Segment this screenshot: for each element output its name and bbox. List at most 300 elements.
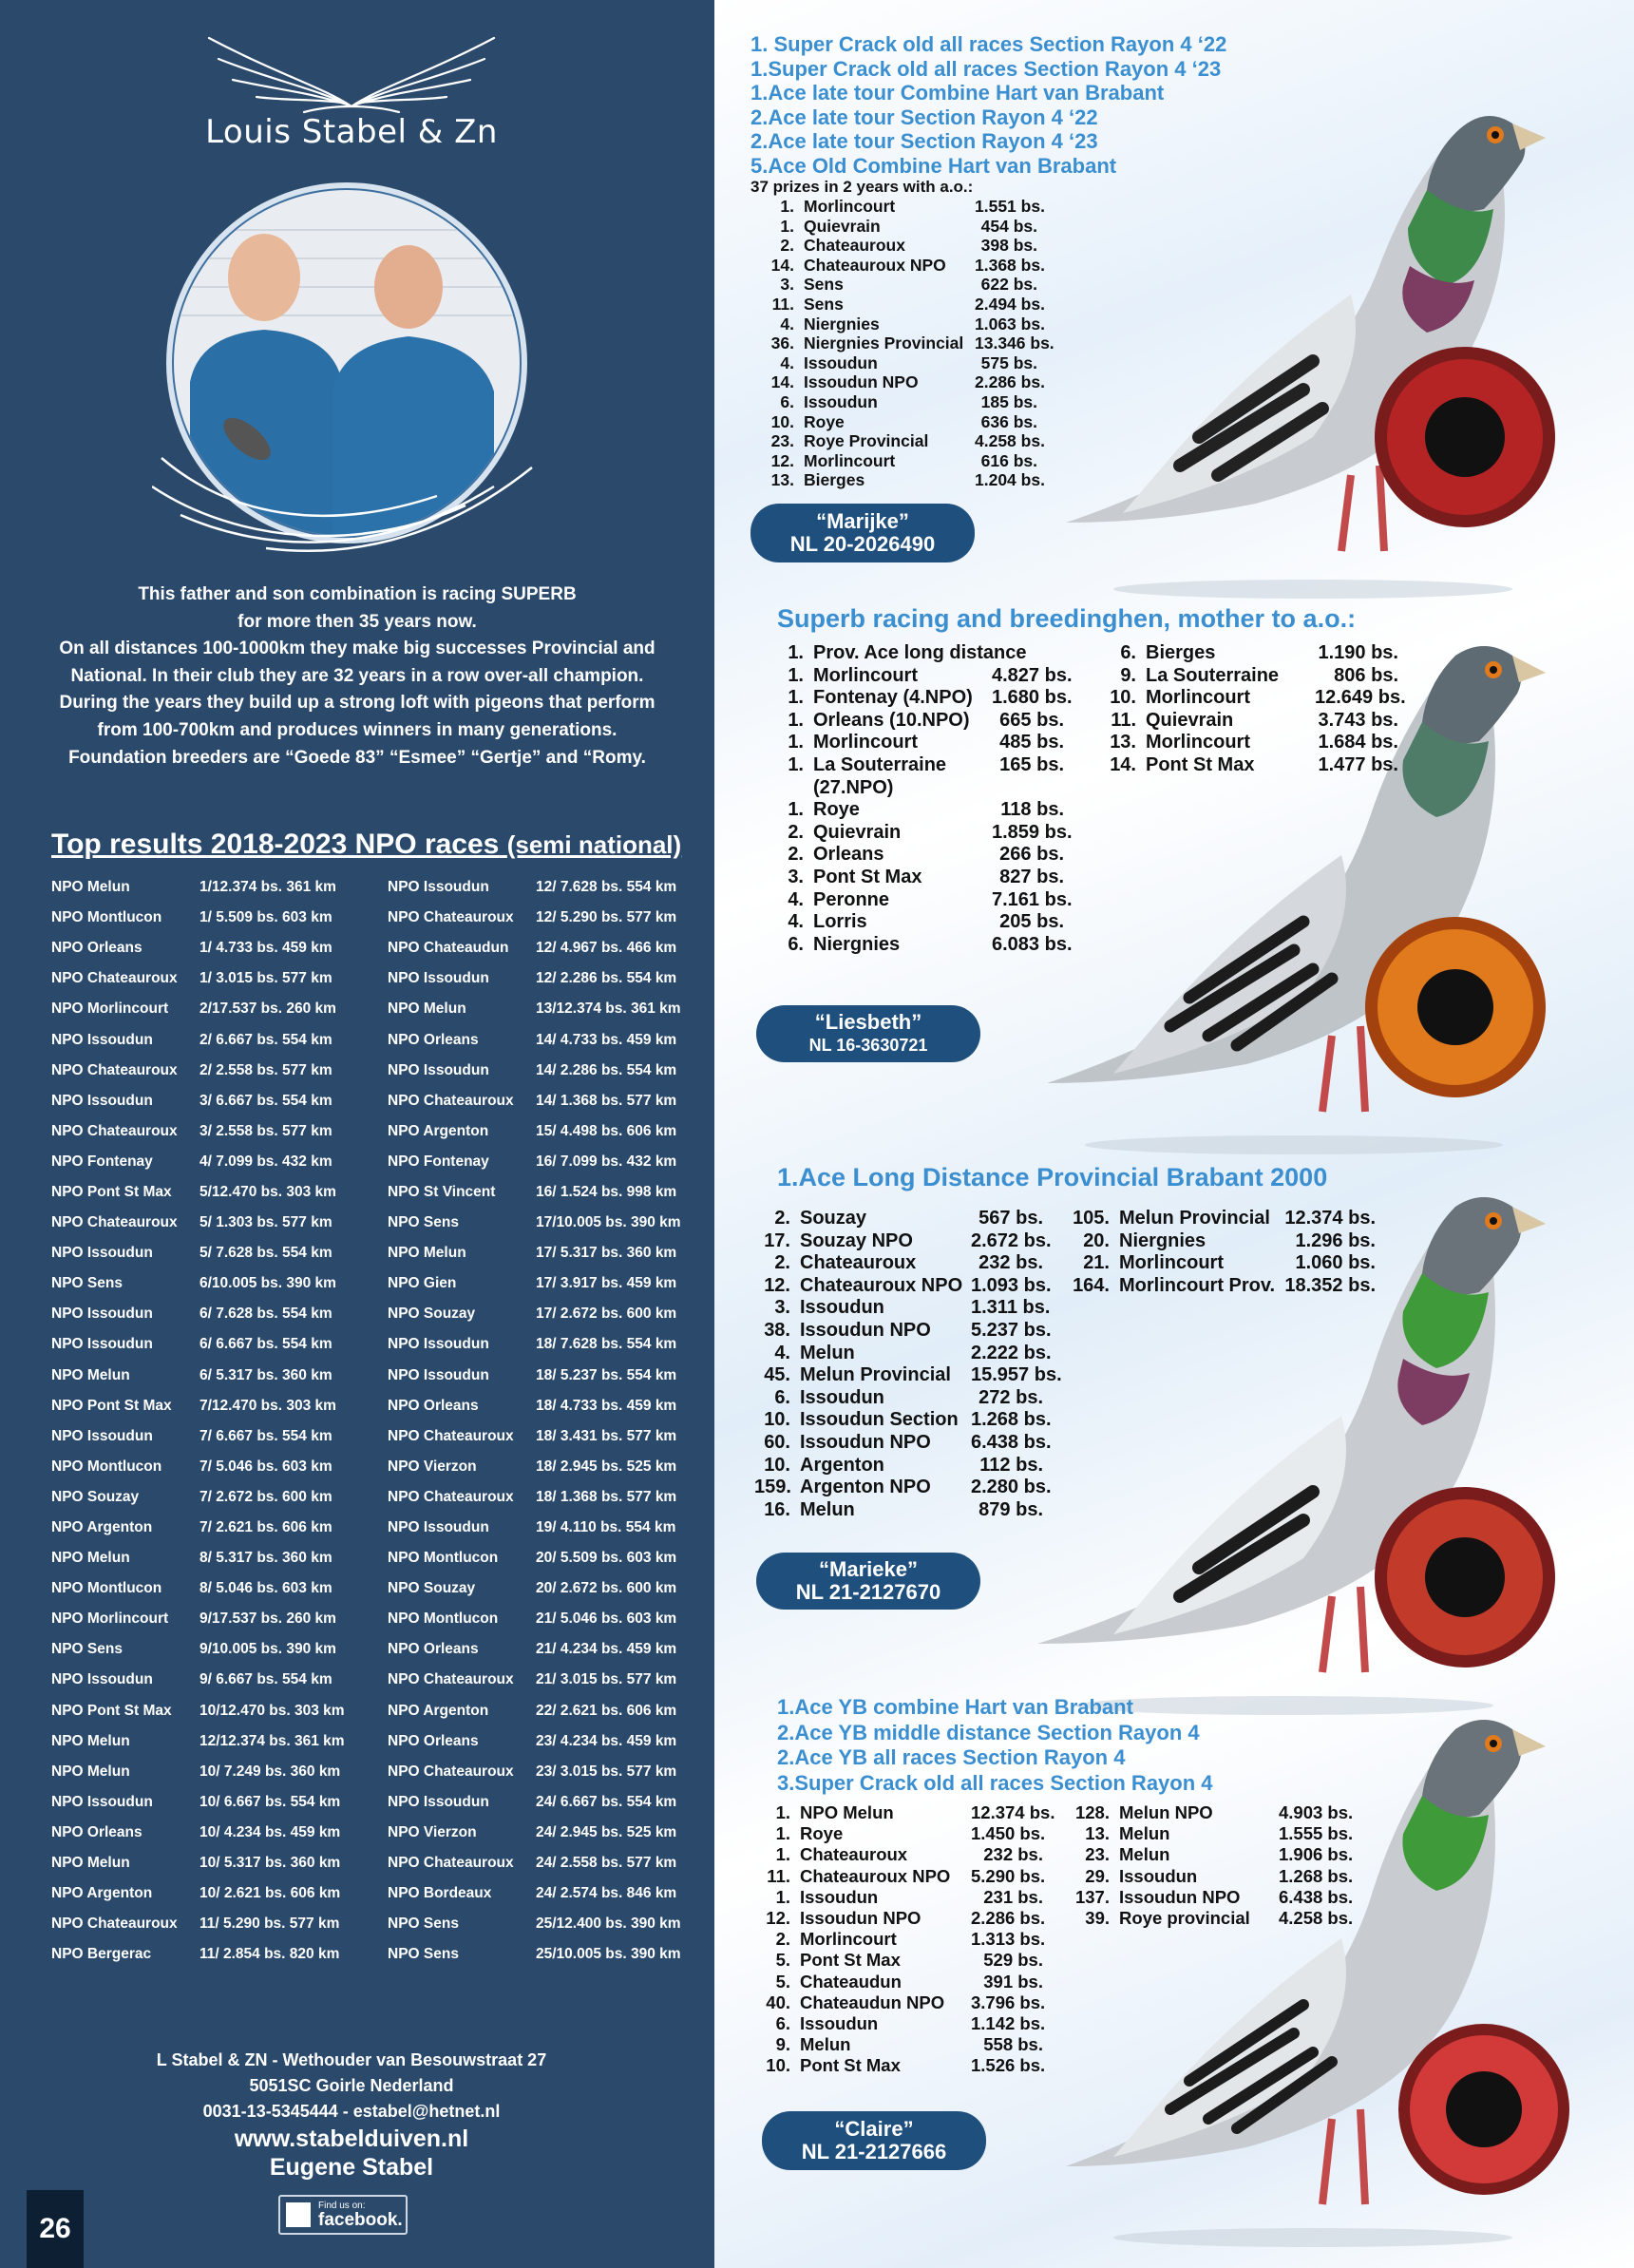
race-result: 12/ 4.967 bs. 466 km: [536, 940, 677, 957]
prize-rank: 1.: [788, 709, 804, 731]
prize-row: [754, 2034, 1043, 2055]
prize-race: NPO Melun: [800, 1802, 894, 1822]
prize-rank: 13.: [770, 470, 794, 490]
prize-birds: 1.063 bs.: [975, 314, 1045, 334]
prize-birds: 118 bs.: [1000, 799, 1064, 821]
prize-race: Fontenay (4.NPO): [813, 687, 973, 709]
race-name: NPO Issoudun: [51, 1245, 153, 1262]
prize-rank: 1.: [788, 687, 804, 709]
results-row: [51, 903, 697, 933]
prize-birds: 827 bs.: [999, 866, 1064, 887]
prize-row: [1066, 1866, 1353, 1887]
prize-row: [754, 1342, 1052, 1365]
liesbeth-prize-list-1: [777, 642, 1073, 956]
prize-birds: 1.555 bs.: [1279, 1823, 1354, 1844]
prize-row: [777, 664, 1073, 688]
prize-birds: 1.268 bs.: [1279, 1865, 1354, 1886]
race-name: NPO Pont St Max: [51, 1397, 172, 1414]
prize-race: Souzay: [800, 1208, 867, 1229]
prize-row: [1089, 665, 1398, 688]
race-result: 10/ 5.317 bs. 360 km: [200, 1855, 341, 1872]
prize-row: [777, 754, 1064, 777]
ring-number: NL 16-3630721: [808, 1036, 928, 1055]
prize-row: [754, 1208, 1043, 1230]
race-result: 24/ 2.558 bs. 577 km: [536, 1855, 677, 1872]
race-name: NPO Montlucon: [388, 1610, 499, 1628]
prize-row: [754, 1319, 1052, 1343]
race-result: 23/ 3.015 bs. 577 km: [536, 1763, 677, 1780]
prize-row: [750, 470, 1045, 490]
prize-row: [754, 1499, 1043, 1522]
prize-race: Prov. Ace long distance: [813, 642, 1027, 663]
prize-rank: 1.: [775, 1844, 790, 1865]
prize-row: [754, 1844, 1043, 1865]
prize-birds: 529 bs.: [983, 1950, 1043, 1971]
race-result: 21/ 4.234 bs. 459 km: [536, 1641, 677, 1658]
race-result: 7/ 5.046 bs. 603 km: [200, 1458, 332, 1475]
pigeon-name: “Liesbeth”: [814, 1010, 922, 1034]
race-result: 3/ 6.667 bs. 554 km: [200, 1092, 332, 1109]
prize-birds: 3.796 bs.: [971, 1992, 1046, 2012]
prize-race: Morlincourt: [800, 1929, 897, 1950]
prize-race: Melun Provincial: [800, 1364, 951, 1386]
prize-row: [754, 1252, 1043, 1275]
prize-row: [754, 1972, 1043, 1992]
prize-birds: 1.450 bs.: [971, 1823, 1046, 1844]
race-result: 16/ 7.099 bs. 432 km: [536, 1153, 677, 1170]
prize-birds: 1.190 bs.: [1318, 642, 1398, 663]
prize-rank: 16.: [764, 1498, 790, 1520]
prize-race: Orleans: [813, 844, 884, 866]
prize-note: 37 prizes in 2 years with a.o.:: [750, 178, 974, 196]
prize-row: [1066, 1208, 1376, 1230]
prize-row: [1066, 1252, 1376, 1275]
race-name: NPO Fontenay: [51, 1153, 153, 1170]
race-name: NPO Issoudun: [388, 1793, 489, 1810]
prize-rank: 2.: [788, 821, 804, 843]
prize-row: [777, 911, 1064, 934]
prize-row: [1089, 754, 1398, 777]
results-row: [51, 1634, 697, 1665]
race-name: NPO Gien: [388, 1275, 457, 1292]
prize-rank: 128.: [1074, 1802, 1110, 1822]
race-name: NPO Issoudun: [388, 1366, 489, 1383]
race-result: 2/ 2.558 bs. 577 km: [200, 1061, 332, 1078]
prize-race: Chateauroux NPO: [804, 255, 946, 275]
claire-prize-list-2: [1066, 1802, 1353, 1929]
prize-birds: 1.859 bs.: [992, 821, 1073, 843]
prize-race: Chateauroux: [800, 1252, 917, 1274]
race-name: NPO Orleans: [51, 940, 142, 957]
prize-birds: 665 bs.: [999, 709, 1064, 731]
prize-row: [750, 236, 1037, 256]
race-name: NPO Melun: [388, 1245, 466, 1262]
race-name: NPO Issoudun: [51, 1427, 153, 1444]
prize-birds: 6.438 bs.: [971, 1431, 1052, 1453]
prize-race: Issoudun NPO: [1119, 1886, 1241, 1907]
intro-line: Foundation breeders are “Goede 83” “Esmee” “Gertje” and “Romy.: [68, 747, 646, 768]
prize-rank: 1.: [775, 1823, 790, 1844]
race-name: NPO Orleans: [388, 1397, 479, 1414]
race-result: 22/ 2.621 bs. 606 km: [536, 1702, 677, 1719]
race-name: NPO Orleans: [388, 1031, 479, 1048]
prize-row: [754, 1908, 1046, 1929]
race-result: 10/ 2.621 bs. 606 km: [200, 1885, 341, 1902]
prize-birds: 205 bs.: [999, 911, 1064, 933]
prize-row: [754, 1364, 1062, 1387]
race-name: NPO Issoudun: [388, 879, 489, 896]
race-result: 1/ 5.509 bs. 603 km: [200, 909, 332, 926]
right-panel: [714, 0, 1634, 2268]
prize-rank: 137.: [1074, 1886, 1110, 1907]
prize-race: Chateaudun NPO: [800, 1992, 945, 2012]
race-name: NPO Chateauroux: [51, 1214, 178, 1231]
prize-rank: 1.: [788, 753, 804, 775]
prize-race: Issoudun: [1119, 1865, 1198, 1886]
results-row: [51, 933, 697, 963]
race-result: 6/ 6.667 bs. 554 km: [200, 1336, 332, 1353]
race-result: 25/12.400 bs. 390 km: [536, 1915, 681, 1933]
claire-prize-list-1: [754, 1802, 1055, 2077]
prize-row: [777, 642, 1064, 665]
headline: 2.Ace late tour Section Rayon 4 ‘23: [750, 129, 1098, 153]
marieke-section: [777, 1163, 1442, 1191]
prize-rank: 6.: [774, 1386, 790, 1408]
prize-race: Chateauroux: [804, 236, 905, 256]
ring-number: NL 21-2127670: [795, 1580, 941, 1604]
prize-row: [750, 334, 1054, 353]
prize-rank: 2.: [775, 1929, 790, 1950]
headline: Superb racing and breedinghen, mother to a.o.:: [777, 604, 1357, 633]
prize-rank: 4.: [780, 353, 794, 372]
facebook-small-label: Find us on:: [318, 2200, 366, 2211]
race-name: NPO Souzay: [388, 1580, 476, 1597]
results-row: [51, 1513, 697, 1543]
prize-rank: 12.: [766, 1908, 790, 1929]
prize-row: [754, 1887, 1043, 1908]
prize-birds: 3.743 bs.: [1318, 709, 1398, 731]
prize-rank: 40.: [766, 1992, 790, 2012]
prize-birds: 616 bs.: [980, 450, 1037, 470]
race-name: NPO Issoudun: [388, 1336, 489, 1353]
prize-race: Issoudun NPO: [804, 372, 919, 392]
prize-race: Pont St Max: [813, 866, 922, 887]
results-row: [51, 1238, 697, 1268]
prize-row: [777, 687, 1073, 710]
prize-race: Issoudun: [804, 391, 878, 411]
prize-birds: [992, 777, 1064, 800]
prize-rank: 6.: [775, 2013, 790, 2034]
prize-race: Issoudun NPO: [800, 1431, 931, 1453]
race-result: 18/ 5.237 bs. 554 km: [536, 1366, 677, 1383]
race-result: 17/10.005 bs. 390 km: [536, 1214, 681, 1231]
race-name: NPO Sens: [51, 1275, 123, 1292]
prize-row: [754, 1455, 1043, 1477]
race-result: 10/ 6.667 bs. 554 km: [200, 1793, 341, 1810]
race-result: 17/ 5.317 bs. 360 km: [536, 1245, 677, 1262]
race-result: 24/ 2.945 bs. 525 km: [536, 1823, 677, 1840]
race-name: NPO Chateauroux: [388, 1671, 514, 1688]
prize-race: Sens: [804, 275, 844, 295]
prize-birds: 2.672 bs.: [971, 1229, 1052, 1251]
race-name: NPO Chateaudun: [388, 940, 509, 957]
prize-row: [750, 431, 1045, 451]
prize-row: [777, 732, 1064, 754]
race-name: NPO Chateauroux: [388, 1427, 514, 1444]
prize-rank: 12.: [764, 1274, 790, 1296]
prize-rank: 1.: [788, 732, 804, 753]
prize-birds: 454 bs.: [980, 216, 1037, 236]
prize-race: Issoudun NPO: [800, 1319, 931, 1341]
prize-birds: 806 bs.: [1334, 664, 1398, 686]
prize-row: [777, 777, 1064, 800]
intro-line: This father and son combination is racing SUPERB: [138, 584, 577, 604]
results-row: [51, 1878, 697, 1909]
race-name: NPO Souzay: [388, 1306, 476, 1323]
headline: 1. Super Crack old all races Section Rayon 4 ‘22: [750, 32, 1227, 56]
prize-rank: 13.: [1110, 732, 1136, 753]
race-name: NPO Melun: [51, 879, 130, 896]
contact-block: [104, 2048, 598, 2182]
results-row: [51, 1116, 697, 1147]
race-result: 6/ 7.628 bs. 554 km: [200, 1306, 332, 1323]
results-row: [51, 1086, 697, 1116]
results-row: [51, 1024, 697, 1055]
prize-rank: 6.: [1120, 642, 1136, 663]
race-name: NPO Issoudun: [51, 1092, 153, 1109]
race-name: NPO Orleans: [388, 1641, 479, 1658]
prize-rank: 12.: [770, 450, 794, 470]
prize-birds: 185 bs.: [980, 391, 1037, 411]
results-row: [51, 1391, 697, 1421]
results-row: [51, 1604, 697, 1634]
prize-race: Morlincourt: [804, 450, 896, 470]
wings-icon: [190, 30, 513, 121]
race-result: 25/10.005 bs. 390 km: [536, 1946, 681, 1963]
marijke-section: [750, 32, 1244, 197]
contact-phone-email: 0031-13-5345444 - estabel@hetnet.nl: [202, 2102, 501, 2121]
prize-race: Roye: [813, 799, 860, 821]
prize-birds: 232 bs.: [978, 1252, 1043, 1274]
prize-race: Roye: [800, 1823, 844, 1844]
prize-row: [754, 1823, 1046, 1844]
prize-rank: 11.: [771, 294, 794, 314]
prize-race: Pont St Max: [800, 1950, 901, 1971]
prize-race: Roye Provincial: [804, 431, 929, 451]
prize-row: [754, 1992, 1046, 2013]
prize-row: [750, 412, 1037, 432]
prize-race: La Souterraine: [1146, 664, 1280, 686]
results-title: [51, 829, 681, 861]
prize-rank: 4.: [780, 314, 794, 334]
race-result: 1/ 4.733 bs. 459 km: [200, 940, 332, 957]
prize-rank: 6.: [780, 391, 794, 411]
race-name: NPO Melun: [51, 1855, 130, 1872]
headline: 2.Ace YB all races Section Rayon 4: [777, 1745, 1126, 1769]
headline: 3.Super Crack old all races Section Rayon 4: [777, 1770, 1213, 1795]
liesbeth-section: [777, 604, 1442, 633]
liesbeth-name-badge: [756, 1005, 980, 1062]
prize-rank: 1.: [788, 799, 804, 821]
prize-race: Melun: [800, 1498, 855, 1520]
prize-rank: 3.: [780, 275, 794, 295]
results-row: [51, 1452, 697, 1482]
race-name: NPO Fontenay: [388, 1153, 489, 1170]
prize-row: [1089, 710, 1398, 733]
prize-row: [754, 1477, 1052, 1499]
prize-birds: 266 bs.: [999, 844, 1064, 866]
prize-race: Melun NPO: [1119, 1802, 1213, 1822]
prize-row: [750, 197, 1045, 217]
race-result: 18/ 2.945 bs. 525 km: [536, 1458, 677, 1475]
race-result: 12/ 7.628 bs. 554 km: [536, 879, 677, 896]
prize-birds: 879 bs.: [978, 1498, 1043, 1520]
prize-birds: 1.680 bs.: [992, 687, 1073, 709]
prize-birds: 1.093 bs.: [971, 1274, 1052, 1296]
race-result: 7/ 6.667 bs. 554 km: [200, 1427, 332, 1444]
race-result: 7/ 2.672 bs. 600 km: [200, 1488, 332, 1505]
results-row: [51, 1421, 697, 1452]
contact-city: 5051SC Goirle Nederland: [249, 2076, 454, 2095]
prize-race: Melun: [800, 2034, 851, 2055]
race-result: 10/12.470 bs. 303 km: [200, 1702, 345, 1719]
race-result: 2/17.537 bs. 260 km: [200, 1001, 336, 1018]
race-name: NPO Argenton: [51, 1519, 153, 1536]
results-row: [51, 1696, 697, 1726]
prize-race: Pont St Max: [800, 2055, 901, 2076]
prize-rank: 2.: [780, 236, 794, 256]
prize-birds: 391 bs.: [983, 1971, 1043, 1992]
race-name: NPO Melun: [51, 1732, 130, 1749]
prize-row: [777, 710, 1064, 733]
race-name: NPO St Vincent: [388, 1183, 496, 1200]
website-link[interactable]: www.stabelduiven.nl: [234, 2125, 469, 2152]
prize-birds: 567 bs.: [978, 1208, 1043, 1229]
claire-section: [777, 1695, 1347, 1796]
race-result: 8/ 5.317 bs. 360 km: [200, 1550, 332, 1567]
prize-rank: 6.: [788, 933, 804, 955]
results-row: [51, 1726, 697, 1757]
prize-race: Morlincourt: [1146, 732, 1250, 753]
prize-rank: 14.: [770, 372, 794, 392]
prize-rank: 4.: [788, 911, 804, 933]
prize-race: Issoudun: [800, 1386, 884, 1408]
prize-birds: 1.313 bs.: [971, 1929, 1046, 1950]
prize-row: [750, 372, 1045, 392]
prize-birds: 4.258 bs.: [1279, 1908, 1354, 1929]
prize-birds: 1.204 bs.: [975, 470, 1045, 490]
prize-race: Quievrain: [1146, 709, 1234, 731]
prize-row: [754, 2055, 1046, 2076]
prize-rank: 1.: [788, 642, 804, 663]
race-result: 6/10.005 bs. 390 km: [200, 1275, 336, 1292]
prize-rank: 5.: [775, 1950, 790, 1971]
prize-birds: 232 bs.: [983, 1844, 1043, 1865]
race-name: NPO Montlucon: [51, 909, 162, 926]
prize-rank: 60.: [764, 1431, 790, 1453]
race-name: NPO Bordeaux: [388, 1885, 492, 1902]
results-row: [51, 1361, 697, 1391]
prize-race: Morlincourt: [1146, 687, 1250, 709]
race-result: 17/ 2.672 bs. 600 km: [536, 1306, 677, 1323]
prize-race: Pont St Max: [1146, 753, 1255, 775]
headline: 1.Ace Long Distance Provincial Brabant 2000: [777, 1163, 1328, 1191]
marijke-prize-list: [750, 197, 1054, 490]
race-result: 5/ 7.628 bs. 554 km: [200, 1245, 332, 1262]
results-row: [51, 1543, 697, 1573]
prize-rank: 9.: [775, 2034, 790, 2055]
prize-rank: 1.: [788, 664, 804, 686]
race-result: 3/ 2.558 bs. 577 km: [200, 1122, 332, 1139]
prize-row: [754, 1865, 1046, 1887]
prize-rank: 1.: [775, 1802, 790, 1822]
prize-birds: 165 bs.: [999, 753, 1064, 775]
prize-rank: 13.: [1085, 1823, 1110, 1844]
race-name: NPO Issoudun: [51, 1793, 153, 1810]
race-name: NPO Vierzon: [388, 1458, 477, 1475]
results-row: [51, 1329, 697, 1360]
prize-race: Issoudun: [804, 353, 878, 372]
prize-birds: 575 bs.: [980, 353, 1037, 372]
prize-row: [754, 1409, 1052, 1432]
prize-rank: 2.: [788, 844, 804, 866]
prize-rank: 4.: [774, 1342, 790, 1363]
prize-row: [1066, 1887, 1353, 1908]
prize-race: Issoudun: [800, 2013, 879, 2034]
race-result: 18/ 7.628 bs. 554 km: [536, 1336, 677, 1353]
race-result: 12/ 5.290 bs. 577 km: [536, 909, 677, 926]
race-name: NPO Chateauroux: [388, 909, 514, 926]
prize-race: Roye provincial: [1119, 1908, 1250, 1929]
prize-birds: 5.237 bs.: [971, 1319, 1052, 1341]
results-row: [51, 963, 697, 994]
race-name: NPO Argenton: [51, 1885, 153, 1902]
prize-rank: 105.: [1073, 1208, 1110, 1229]
prize-row: [1066, 1823, 1353, 1844]
prize-row: [1066, 1230, 1376, 1253]
prize-birds: 1.268 bs.: [971, 1409, 1052, 1431]
prize-race: Issoudun NPO: [800, 1908, 922, 1929]
prize-rank: 14.: [770, 255, 794, 275]
prize-race: Niergnies Provincial: [804, 334, 964, 353]
race-name: NPO Chateauroux: [51, 1915, 178, 1933]
prize-race: Niergnies: [813, 933, 901, 955]
prize-rank: 21.: [1083, 1252, 1110, 1274]
race-result: 20/ 2.672 bs. 600 km: [536, 1580, 677, 1597]
prize-birds: 636 bs.: [980, 411, 1037, 431]
prize-race: Peronne: [813, 888, 890, 910]
prize-row: [777, 799, 1064, 822]
prize-rank: 36.: [770, 334, 794, 353]
prize-rank: 38.: [764, 1319, 790, 1341]
prize-race: Morlincourt: [813, 664, 918, 686]
race-name: NPO Montlucon: [51, 1458, 162, 1475]
race-result: 18/ 3.431 bs. 577 km: [536, 1427, 677, 1444]
prize-birds: 2.286 bs.: [971, 1908, 1046, 1929]
prize-birds: 2.494 bs.: [975, 294, 1045, 314]
prize-birds: 12.374 bs.: [971, 1802, 1055, 1822]
race-result: 18/ 4.733 bs. 459 km: [536, 1397, 677, 1414]
facebook-button[interactable]: [278, 2195, 408, 2235]
prize-birds: 2.222 bs.: [971, 1342, 1052, 1363]
race-result: 12/12.374 bs. 361 km: [200, 1732, 345, 1749]
headline: 1.Ace late tour Combine Hart van Brabant: [750, 81, 1165, 105]
prize-rank: 3.: [774, 1297, 790, 1319]
marieke-prize-list-2: [1066, 1208, 1376, 1297]
prize-rank: 10.: [770, 411, 794, 431]
prize-rank: 3.: [788, 866, 804, 887]
race-result: 8/ 5.046 bs. 603 km: [200, 1580, 332, 1597]
